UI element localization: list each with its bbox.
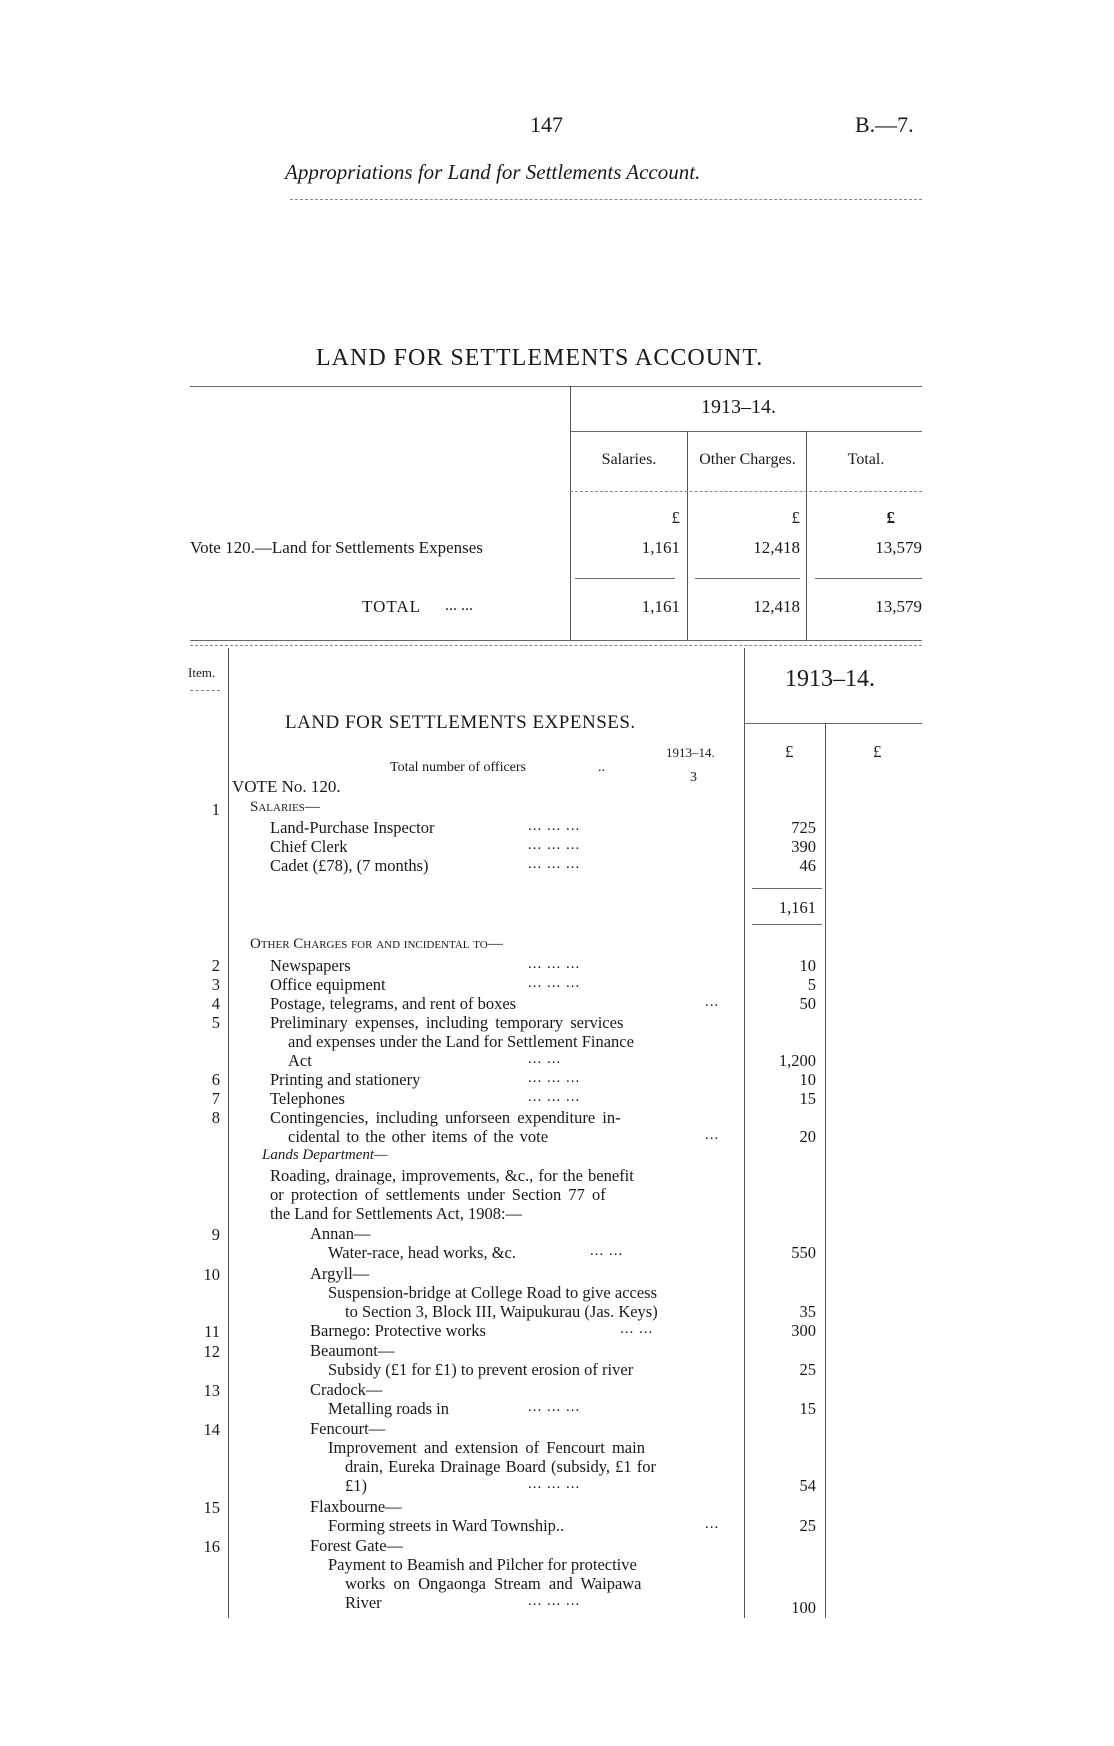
summary-title: LAND FOR SETTLEMENTS ACCOUNT. (316, 345, 764, 371)
other-sum-rule (695, 578, 800, 579)
amount-subcolumn-divider (825, 723, 826, 1618)
summary-top-rule (190, 386, 922, 387)
officers-year: 1913–14. (666, 745, 715, 760)
total-other: 12,418 (753, 597, 800, 616)
row-text: Flaxbourne— (310, 1497, 402, 1516)
total-label: TOTAL (362, 597, 422, 616)
subtitle-rule (290, 199, 922, 200)
salaries-subtotal: 1,161 (778, 898, 816, 917)
summary-year: 1913–14. (701, 396, 776, 418)
row-amount: 46 (799, 856, 816, 875)
row-leader: ... ... (620, 1321, 654, 1337)
row-text: Payment to Beamish and Pilcher for protective (328, 1555, 637, 1574)
summary-bottom-rule-2 (190, 645, 922, 646)
total-total: 13,579 (875, 597, 922, 616)
row-text: Printing and stationery (270, 1070, 421, 1089)
row-leader: ... (705, 1516, 720, 1532)
row-leader: ... ... ... (528, 818, 581, 834)
row-leader: ... ... ... (528, 1070, 581, 1086)
item-number: 15 (203, 1498, 220, 1517)
item-number: 4 (211, 994, 220, 1013)
row-text: Annan— (310, 1224, 371, 1243)
row-leader: ... ... ... (528, 1399, 581, 1415)
row-amount: 10 (799, 1070, 816, 1089)
row-amount: 25 (799, 1516, 816, 1535)
total-leader: ... ... (445, 597, 473, 614)
item-number: 16 (203, 1537, 220, 1556)
row-amount: 390 (791, 837, 816, 856)
row-text: works on Ongaonga Stream and Waipawa (345, 1574, 642, 1593)
row-text: Argyll— (310, 1264, 370, 1283)
header-rule (570, 491, 922, 492)
row-amount: 550 (791, 1243, 816, 1262)
item-header: Item. (188, 665, 216, 680)
item-number: 1 (211, 800, 220, 819)
vote-row-total: 13,579 (875, 538, 922, 557)
item-number: 9 (211, 1225, 220, 1244)
officers-leader: .. (598, 760, 605, 775)
document-reference: B.—7. (855, 112, 914, 137)
col-other-charges: Other Charges. (699, 451, 796, 468)
salaries-sum-rule (575, 578, 675, 579)
item-number: 12 (203, 1342, 220, 1361)
salaries-heading: Salaries— (250, 799, 320, 815)
row-leader: ... ... ... (528, 856, 581, 872)
row-amount: 100 (791, 1598, 816, 1617)
row-text: the Land for Settlements Act, 1908:— (270, 1204, 523, 1223)
row-text: Office equipment (270, 975, 386, 994)
detail-year: 1913–14. (785, 666, 875, 692)
item-number: 8 (211, 1108, 220, 1127)
row-amount: 300 (791, 1321, 816, 1340)
row-text: Land-Purchase Inspector (270, 818, 435, 837)
currency-salaries: £ (671, 508, 680, 527)
row-text: Contingencies, including unforseen expenditure in- (270, 1108, 621, 1127)
row-text: and expenses under the Land for Settlement Finance (288, 1032, 634, 1051)
row-amount: 725 (791, 818, 816, 837)
row-text: Water-race, head works, &c. (328, 1243, 516, 1262)
detail-year-rule (744, 723, 922, 724)
row-leader: ... (705, 994, 720, 1010)
row-text: £1) (345, 1476, 367, 1495)
col-divider-2 (806, 431, 807, 640)
row-text: Forest Gate— (310, 1536, 404, 1555)
detail-currency-1: £ (785, 742, 794, 761)
page-number: 147 (530, 112, 563, 137)
other-charges-heading: Other Charges for and incidental to— (250, 936, 503, 952)
item-number: 10 (203, 1265, 220, 1284)
col-total: Total. (847, 451, 885, 468)
row-amount: 50 (799, 994, 816, 1013)
item-number: 3 (211, 975, 220, 994)
currency-total: £ (886, 508, 895, 527)
row-text: Subsidy (£1 for £1) to prevent erosion of river (328, 1360, 634, 1379)
row-text: Suspension-bridge at College Road to give access (328, 1283, 658, 1302)
row-amount: 20 (799, 1127, 816, 1146)
row-leader: ... ... (528, 1051, 562, 1067)
page-subtitle: Appropriations for Land for Settlements Account. (285, 160, 701, 184)
row-leader: ... (705, 1127, 720, 1143)
vote-row-other: 12,418 (753, 538, 800, 557)
row-text: Beaumont— (310, 1341, 395, 1360)
item-number: 7 (211, 1089, 220, 1108)
currency-other: £ (791, 508, 800, 527)
vote-row-label: Vote 120.—Land for Settlements Expenses (190, 538, 483, 557)
row-amount: 1,200 (778, 1051, 816, 1070)
row-amount: 15 (799, 1399, 816, 1418)
row-text: Forming streets in Ward Township.. (328, 1516, 565, 1535)
row-text: Cradock— (310, 1380, 383, 1399)
salaries-subtotal-rule-2 (752, 924, 822, 925)
salaries-subtotal-rule (752, 888, 822, 889)
row-text: Fencourt— (310, 1419, 386, 1438)
row-leader: ... ... ... (528, 956, 581, 972)
vote-row-salaries: 1,161 (641, 538, 680, 557)
row-amount: 5 (807, 975, 816, 994)
col-divider-1 (687, 431, 688, 640)
item-header-rule (190, 690, 220, 691)
officers-count: 3 (690, 770, 697, 785)
detail-currency-2: £ (873, 742, 882, 761)
item-number: 11 (204, 1322, 220, 1341)
row-text: Preliminary expenses, including temporary services (270, 1013, 624, 1032)
row-text: or protection of settlements under Section 77 of (270, 1185, 606, 1204)
item-number: 13 (203, 1381, 220, 1400)
row-text: Roading, drainage, improvements, &c., for the benefit (270, 1166, 634, 1185)
row-text: Telephones (270, 1089, 345, 1108)
item-number: 14 (203, 1420, 220, 1439)
row-amount: 10 (799, 956, 816, 975)
row-leader: ... ... ... (528, 837, 581, 853)
total-salaries: 1,161 (641, 597, 680, 616)
row-leader: ... ... (590, 1243, 624, 1259)
row-text: Barnego: Protective works (310, 1321, 486, 1340)
item-column-divider (228, 648, 229, 1618)
row-leader: ... ... ... (528, 1089, 581, 1105)
year-rule (570, 431, 922, 432)
summary-divider (570, 386, 571, 640)
row-text: Cadet (£78), (7 months) (270, 856, 429, 875)
row-amount: 15 (799, 1089, 816, 1108)
row-text: River (345, 1593, 382, 1612)
row-amount: 54 (799, 1476, 816, 1495)
row-leader: ... ... ... (528, 975, 581, 991)
officers-label: Total number of officers (390, 760, 526, 775)
lands-department-heading: Lands Department— (262, 1147, 388, 1163)
total-sum-rule (815, 578, 922, 579)
row-text: Postage, telegrams, and rent of boxes (270, 994, 517, 1013)
row-text: to Section 3, Block III, Waipukurau (Jas. Keys) (345, 1302, 658, 1321)
row-text: Metalling roads in (328, 1399, 449, 1418)
row-text: drain, Eureka Drainage Board (subsidy, £1 for (345, 1457, 657, 1476)
row-text: Newspapers (270, 956, 351, 975)
vote-heading: VOTE No. 120. (232, 777, 341, 796)
summary-bottom-rule (190, 640, 922, 641)
section-title: LAND FOR SETTLEMENTS EXPENSES. (285, 712, 636, 733)
row-text: Chief Clerk (270, 837, 348, 856)
item-number: 2 (211, 956, 220, 975)
item-number: 6 (211, 1070, 220, 1089)
row-text: Improvement and extension of Fencourt main (328, 1438, 645, 1457)
item-number: 5 (211, 1013, 220, 1032)
row-amount: 35 (799, 1302, 816, 1321)
row-text: Act (288, 1051, 312, 1070)
row-leader: ... ... ... (528, 1476, 581, 1492)
row-leader: ... ... ... (528, 1593, 581, 1609)
col-salaries: Salaries. (601, 451, 657, 468)
row-amount: 25 (799, 1360, 816, 1379)
row-text: cidental to the other items of the vote (288, 1127, 549, 1146)
